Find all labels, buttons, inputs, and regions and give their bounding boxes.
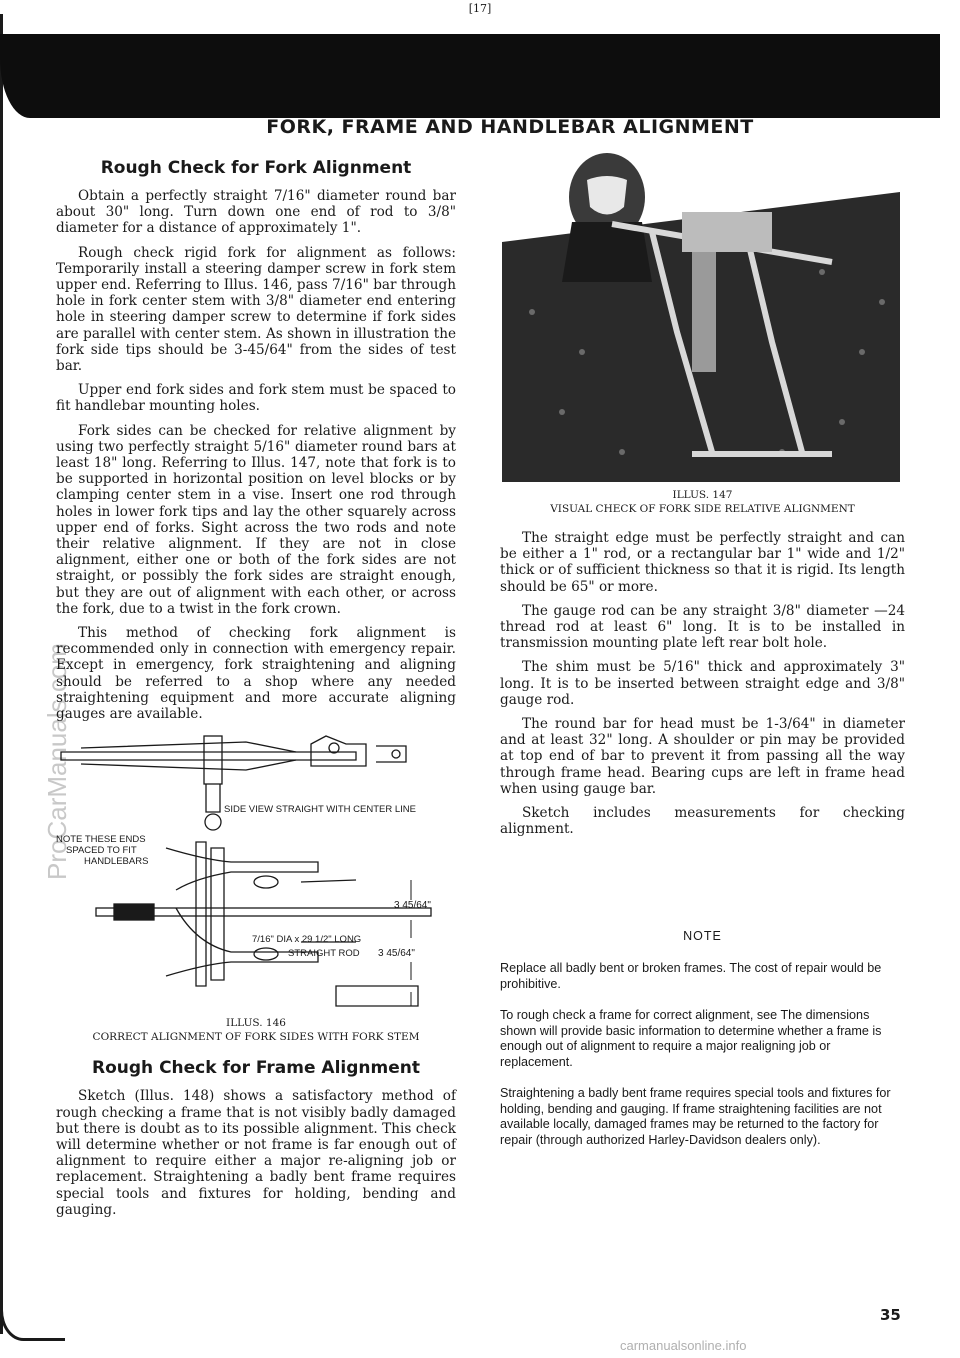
rod-label-line1: 7/16" DIA x 29 1/2" LONG: [252, 934, 362, 946]
note-title: NOTE: [683, 929, 722, 944]
fork-paragraph: Fork sides can be checked for relative alignment by using two perfectly straight 5/16" diameter round bars at least 18" long. Referring to Illus. 147, note that fork is to be supported in horizontal position on level blocks or by clamping center stem in a vise. Insert one rod through holes in lower fork tips and lay the other squarely across upper end of forks. Sight across the two rods and note their relative alignment. If they are not in close alignment, either one or both of the fork sides are not straight, or possibly the fork sides are straight enough, but they are out of alignment with each other, or across the fork, due to a twist in the fork crown.: [56, 422, 456, 617]
frame-paragraph: Sketch (Illus. 148) shows a satisfactory method of rough checking a frame that is not visibly badly damaged but there is doubt as to its possible alignment. This check will determine whether or not frame is far enough out of alignment to require either a major re-aligning job or replacement. Straightening a badly bent frame requires special tools and fixtures for holding, bending and gauging.: [56, 1088, 456, 1218]
page-title: FORK, FRAME AND HANDLEBAR ALIGNMENT: [266, 116, 754, 138]
frame-spec-paragraph: The round bar for head must be 1-3/64" in diameter and at least 32" long. A shoulder or pin may be provided at top end of bar to prevent it from passing all the way through frame head. Bearing cups are left in frame head when using gauge bar.: [500, 716, 905, 797]
illus146-text: CORRECT ALIGNMENT OF FORK SIDES WITH FORK STEM: [92, 1031, 420, 1044]
illus146-caption: [56, 1016, 456, 1044]
illus147-label: ILLUS. 147: [672, 489, 733, 501]
frame-spec-paragraph: Sketch includes measurements for checking alignment.: [500, 805, 905, 838]
fork-check-photo: [502, 152, 900, 482]
right-column: [500, 152, 905, 1164]
watermark: ProCarManuals.com: [42, 643, 72, 880]
left-margin-rule: [0, 14, 3, 1334]
frame-spec-paragraph: The gauge rod can be any straight 3/8" diameter —24 thread rod at least 6" long. It is to be installed in transmission mounting plate left rear bolt hole.: [500, 602, 905, 652]
fork-alignment-diagram: [56, 730, 456, 1010]
note-paragraph: To rough check a frame for correct alignment, see The dimensions shown will provide basic information to determine whether a frame is enough out of alignment to require a major realigning job or replacement.: [500, 1008, 882, 1069]
frame-spec-paragraph: The straight edge must be perfectly straight and can be either a 1" rod, or a rectangular bar 1" wide and 1/2" thick or of sufficient thickness so that it is rigid. Its length should be 65" or more.: [500, 530, 905, 595]
top-view-upper-fork-leg: [166, 848, 318, 890]
dimension-bottom: 3 45/64": [378, 948, 415, 960]
frame-spec-paragraph: The shim must be 5/16" thick and approximately 3" long. It is to be inserted between straight edge and 3/8" gauge rod.: [500, 659, 905, 708]
fork-paragraph: Rough check rigid fork for alignment as follows: Temporarily install a steering damper screw in fork stem upper end. Referring to Illus. 146, pass 7/16" bar through hole in fork center stem with 3/8" diameter end entering hole in steering damper screw to determine if fork sides are parallel with center stem. As shown in illustration the fork side tips should be 3-45/64" from the sides of test bar.: [56, 244, 456, 375]
fork-alignment-heading: Rough Check for Fork Alignment: [100, 158, 412, 178]
fork-paragraph: Obtain a perfectly straight 7/16" diameter round bar about 30" long. Turn down one end of rod to 3/8" diameter for a distance of approximately 1".: [56, 188, 456, 237]
note-label-line3: HANDLEBARS: [84, 856, 149, 868]
illus146-label: ILLUS. 146: [226, 1017, 286, 1030]
left-column: [56, 152, 456, 1226]
rod-label-line2: STRAIGHT ROD: [288, 948, 360, 960]
fork-paragraph: Upper end fork sides and fork stem must be spaced to fit handlebar mounting holes.: [56, 382, 456, 415]
illus147-text: VISUAL CHECK OF FORK SIDE RELATIVE ALIGNMENT: [550, 503, 855, 515]
note-label-line1: NOTE THESE ENDS: [56, 834, 146, 846]
page-bracket-number: [17]: [468, 2, 492, 15]
fork-paragraph: This method of checking fork alignment is recommended only in connection with emergency repair. Except in emergency, fork straightening and aligning should be referred to a shop where any needed straightening equipment and more accurate aligning gauges are available.: [56, 625, 456, 723]
side-view-rod: [61, 752, 356, 760]
note-label-line2: SPACED TO FIT: [66, 845, 137, 857]
page-number: 35: [880, 1306, 901, 1324]
frame-alignment-heading: Rough Check for Frame Alignment: [92, 1058, 420, 1079]
bottom-corner-mark: [0, 1310, 65, 1341]
illus147-caption: [500, 488, 905, 516]
side-view-label: SIDE VIEW STRAIGHT WITH CENTER LINE: [224, 804, 416, 816]
footer-watermark: carmanualsonline.info: [620, 1338, 747, 1353]
note-paragraph: Replace all badly bent or broken frames. The cost of repair would be prohibitive.: [500, 961, 882, 991]
header-banner: [0, 34, 940, 118]
note-paragraph: Straightening a badly bent frame requires special tools and fixtures for holding, bending and gauging. If frame straightening facilities are not available locally, damaged frames may be returned to the factory for repair (through authorized Harley-Davidson dealers only).: [500, 1086, 891, 1147]
top-view-crown: [211, 848, 224, 980]
dimension-top: 3 45/64": [394, 900, 431, 912]
side-view-fork: [81, 742, 296, 770]
